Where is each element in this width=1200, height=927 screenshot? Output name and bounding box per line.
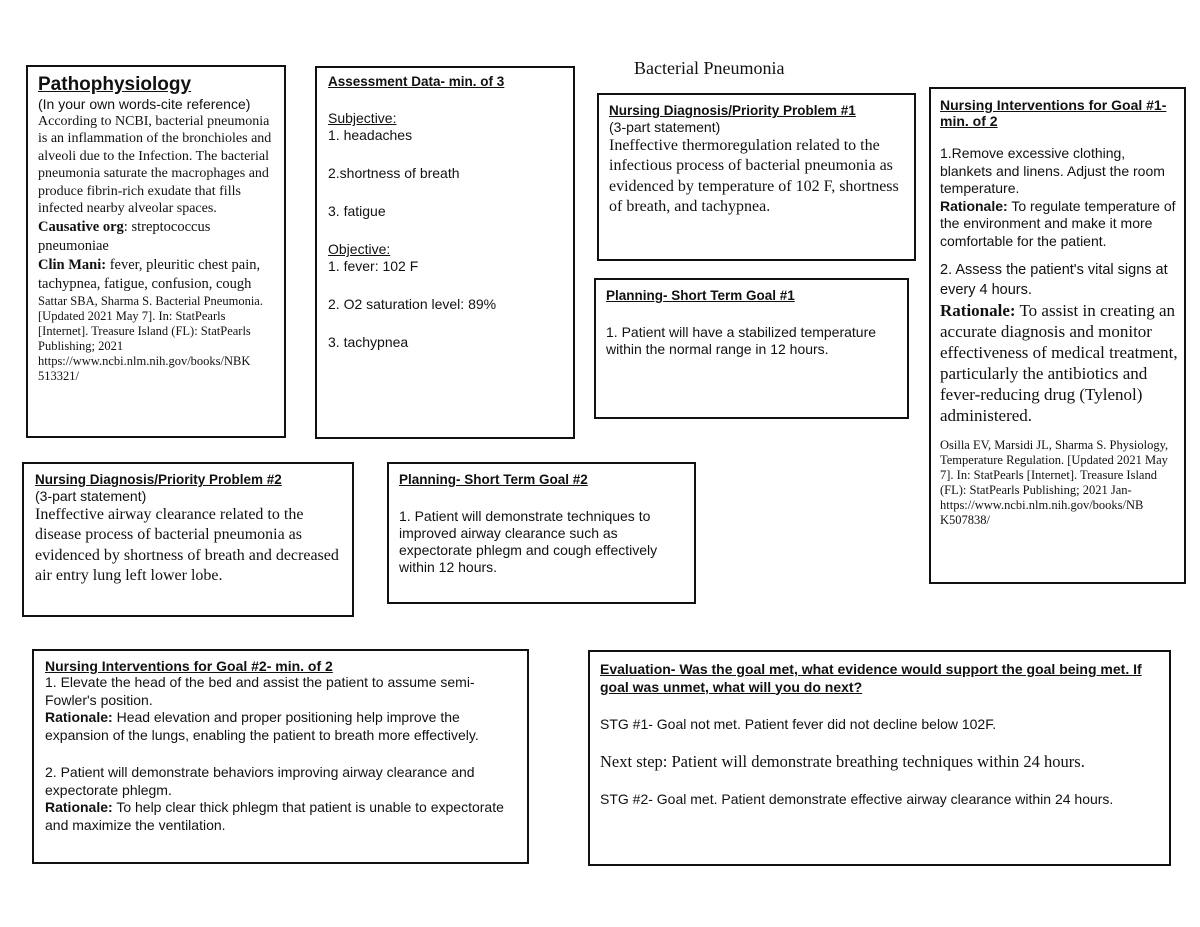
rationale-label: Rationale: xyxy=(45,799,113,815)
planning-goal-2-heading: Planning- Short Term Goal #2 xyxy=(399,472,588,487)
rationale-label: Rationale: xyxy=(940,197,1008,214)
subjective-item: 1. headaches xyxy=(328,127,413,143)
nursing-diagnosis-2-sub: (3-part statement) xyxy=(35,488,147,504)
objective-item: 3. tachypnea xyxy=(328,334,409,350)
evaluation-heading: Evaluation- Was the goal met, what evidence would support the goal being met. If goal was unmet, what will you do next? xyxy=(600,661,1142,695)
interventions-goal-1-box xyxy=(929,87,1186,584)
evaluation-next-step: Next step: Patient will demonstrate breathing techniques within 24 hours. xyxy=(600,752,1085,771)
intervention-2a-item: 1. Elevate the head of the bed and assist the patient to assume semi-Fowler's position. xyxy=(45,674,475,708)
nursing-diagnosis-1-text: Ineffective thermoregulation related to the infectious process of bacterial pneumonia as evidenced by temperature of 102 F, shortness of breath, and tachypnea. xyxy=(609,136,899,215)
interventions-goal-2-box xyxy=(32,649,529,864)
nursing-diagnosis-1-heading: Nursing Diagnosis/Priority Problem #1 xyxy=(609,103,856,118)
page-title: Bacterial Pneumonia xyxy=(634,58,785,78)
rationale-label: Rationale: xyxy=(45,709,113,725)
intervention-1-item: 1.Remove excessive clothing, blankets and linens. Adjust the room temperature. xyxy=(940,145,1165,196)
subjective-item: 3. fatigue xyxy=(328,203,386,219)
planning-goal-1-text: 1. Patient will have a stabilized temperature within the normal range in 12 hours. xyxy=(606,324,877,357)
objective-item: 1. fever: 102 F xyxy=(328,258,419,274)
planning-goal-2-box xyxy=(387,462,696,604)
intervention-2b-item: 2. Patient will demonstrate behaviors improving airway clearance and expectorate phlegm. xyxy=(45,764,475,798)
subjective-item: 2.shortness of breath xyxy=(328,165,460,181)
interventions-goal-1-heading: Nursing Interventions for Goal #1- min. of 2 xyxy=(940,97,1167,129)
intervention-2-item: 2. Assess the patient's vital signs at every 4 hours. xyxy=(940,262,1168,298)
planning-goal-1-heading: Planning- Short Term Goal #1 xyxy=(606,288,795,303)
nursing-diagnosis-2-heading: Nursing Diagnosis/Priority Problem #2 xyxy=(35,472,282,487)
interventions-goal-2-heading: Nursing Interventions for Goal #2- min. of 2 xyxy=(45,658,333,674)
pathophysiology-subheading: (In your own words-cite reference) xyxy=(38,96,251,112)
objective-item: 2. O2 saturation level: 89% xyxy=(328,296,497,312)
interventions-goal-1-citation: Osilla EV, Marsidi JL, Sharma S. Physiology, Temperature Regulation. [Updated 2021 May 7]. In: StatPearls [Internet]. Treasure Island (FL): StatPearls Publishing; 2021 Jan-https://www.ncbi.nlm.nih.gov/books/NB K507838/ xyxy=(940,438,1169,527)
planning-goal-1-box xyxy=(594,278,909,419)
nursing-diagnosis-1-sub: (3-part statement) xyxy=(609,119,721,135)
intervention-1-rationale xyxy=(940,198,1178,251)
planning-goal-2-text: 1. Patient will demonstrate techniques to improved airway clearance such as expectorate phlegm and cough effectively within 12 hours. xyxy=(399,508,658,575)
causative-value: : streptococcus pneumoniae xyxy=(38,218,211,254)
nursing-diagnosis-1-box xyxy=(597,93,916,261)
causative-organism xyxy=(38,218,275,256)
rationale-label: Rationale: xyxy=(940,301,1016,320)
pathophysiology-text: According to NCBI, bacterial pneumonia is an inflammation of the bronchioles and alveoli due to the Infection. The bacterial pneumonia saturate the macrophages and produce fibrin-rich exudate that fills infected nearby alveolar spaces. xyxy=(38,113,272,216)
rationale-text: To help clear thick phlegm that patient is unable to expectorate and maximize the ventilation. xyxy=(45,799,504,833)
rationale-text: To assist in creating an accurate diagnosis and monitor effectiveness of medical treatment, particularly the antibiotics and fever-reducing drug (Tylenol) administered. xyxy=(940,301,1178,425)
evaluation-stg1: STG #1- Goal not met. Patient fever did not decline below 102F. xyxy=(600,716,997,732)
assessment-heading: Assessment Data- min. of 3 xyxy=(328,74,505,89)
rationale-text: To regulate temperature of the environment and make it more comfortable for the patient. xyxy=(940,197,1176,249)
intervention-2a-rationale xyxy=(45,709,519,744)
nursing-diagnosis-2-box xyxy=(22,462,354,617)
evaluation-box xyxy=(588,650,1171,866)
pathophysiology-heading: Pathophysiology xyxy=(38,74,192,95)
clin-label: Clin Mani: xyxy=(38,256,107,273)
pathophysiology-citation: Sattar SBA, Sharma S. Bacterial Pneumonia. [Updated 2021 May 7]. In: StatPearls [Internet]. Treasure Island (FL): StatPearls Publishing; 2021 https://www.ncbi.nlm.nih.gov/books/NBK 513321/ xyxy=(38,293,263,383)
clinical-manifestations xyxy=(38,256,275,294)
nursing-diagnosis-2-text: Ineffective airway clearance related to the disease process of bacterial pneumonia as evidenced by shortness of breath and decreased air entry lung left lower lobe. xyxy=(35,505,339,584)
causative-label: Causative org xyxy=(38,218,124,235)
pathophysiology-box xyxy=(26,65,286,438)
intervention-2-rationale xyxy=(940,300,1178,426)
clin-value: fever, pleuritic chest pain, tachypnea, fatigue, confusion, cough xyxy=(38,256,261,292)
evaluation-stg2: STG #2- Goal met. Patient demonstrate effective airway clearance within 24 hours. xyxy=(600,790,1114,807)
intervention-2b-rationale xyxy=(45,799,519,834)
objective-label: Objective: xyxy=(328,241,391,257)
assessment-box xyxy=(315,66,575,439)
subjective-label: Subjective: xyxy=(328,110,397,126)
rationale-text: Head elevation and proper positioning help improve the expansion of the lungs, enabling the patient to breath more effectively. xyxy=(45,709,479,743)
